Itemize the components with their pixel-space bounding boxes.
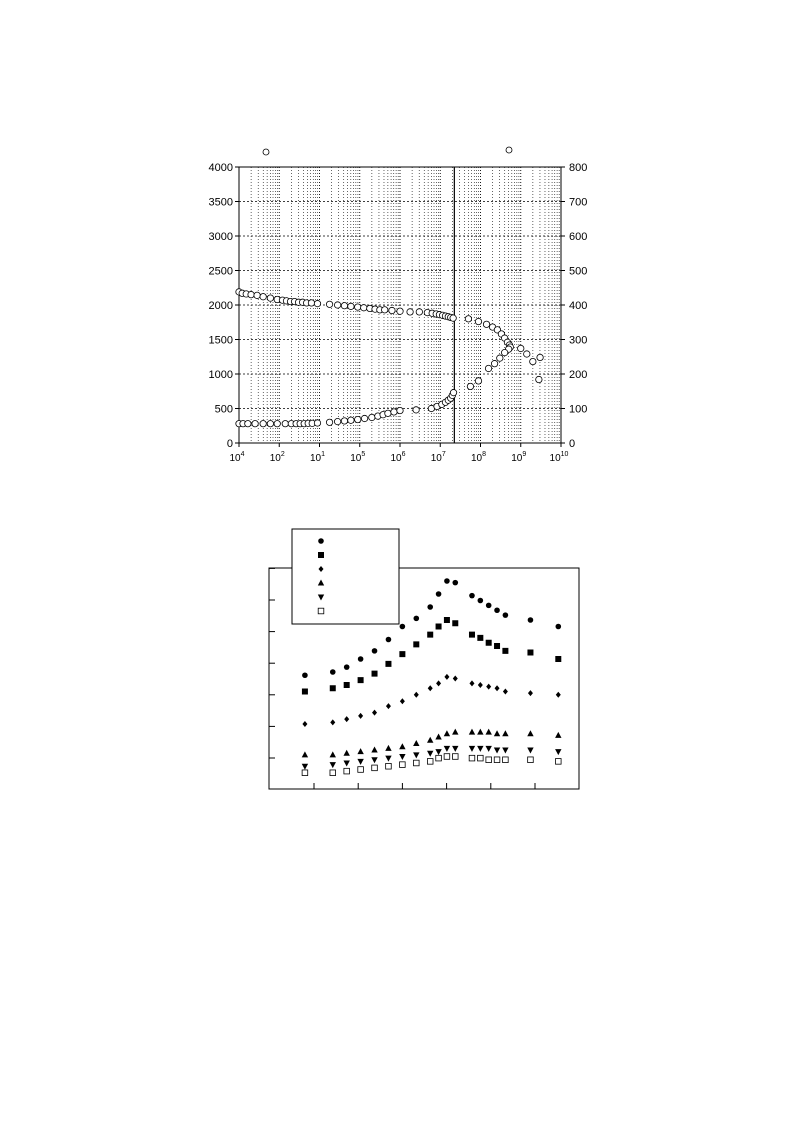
chart-2-data-point — [302, 721, 307, 727]
chart-1-x-tick-label: $10^6$ — [390, 451, 406, 464]
chart-2-data-point — [344, 716, 349, 722]
chart-2-data-point — [414, 692, 419, 698]
chart-2-data-point — [330, 685, 336, 691]
chart-1-data-point — [267, 420, 273, 426]
chart-1-left-tick-label: 3000 — [208, 231, 233, 243]
chart-2-data-point — [486, 684, 491, 690]
chart-1-data-point — [382, 307, 388, 313]
chart-1-left-tick-label: 1000 — [208, 369, 233, 381]
chart-2-data-point — [444, 746, 450, 752]
chart-2-data-point — [469, 593, 475, 599]
chart-2-data-point — [385, 661, 391, 667]
chart-2-data-point — [385, 756, 391, 762]
chart-1-data-point — [467, 383, 473, 389]
chart-2-data-point — [427, 759, 433, 765]
chart-2-data-point — [503, 689, 508, 695]
chart-2-data-point — [528, 690, 533, 696]
chart-2-data-point — [478, 755, 484, 761]
chart-2-data-point — [453, 676, 458, 682]
chart-2-data-point — [494, 757, 500, 763]
chart-1-data-point — [397, 308, 403, 314]
chart-1-right-y-ticks — [561, 162, 587, 450]
chart-1-data-point — [385, 410, 391, 416]
chart-2-data-point — [400, 698, 405, 704]
chart-2-data-point — [399, 651, 405, 657]
chart-2-data-point — [452, 580, 458, 586]
chart-1-data-point — [524, 351, 530, 357]
chart-2-data-point — [302, 672, 308, 678]
chart-2-data-point — [358, 767, 364, 773]
chart-2-data-point — [436, 755, 442, 761]
chart-1-left-tick-label: 0 — [226, 438, 233, 450]
chart-2-data-point — [444, 754, 450, 760]
chart-1-data-point — [501, 349, 507, 355]
chart-2-data-point — [556, 692, 561, 698]
chart-2-data-point — [502, 748, 508, 754]
chart-1-data-point — [416, 309, 422, 315]
chart-2-data-point — [478, 682, 483, 688]
chart-1-data-point — [537, 354, 543, 360]
chart-1-left-tick-label: 2000 — [208, 300, 233, 312]
chart-2-data-point — [452, 754, 458, 760]
chart-2-data-point — [485, 729, 491, 735]
chart-2-data-point — [372, 671, 378, 677]
chart-1-data-point — [334, 418, 340, 424]
chart-2-data-point — [427, 737, 433, 743]
chart-1-data-point — [267, 295, 273, 301]
chart-1-data-point — [252, 420, 258, 426]
chart-2-data-point — [427, 751, 433, 757]
chart-1-data-point — [274, 420, 280, 426]
chart-2-y-ticks — [269, 568, 275, 758]
chart-2-data-point — [494, 730, 500, 736]
chart-2-data-point — [555, 759, 561, 765]
chart-1-data-point — [530, 358, 536, 364]
chart-1-data-point — [497, 355, 503, 361]
chart-2-data-point — [344, 682, 350, 688]
chart-2-data-point — [302, 751, 308, 757]
chart-1-data-point — [314, 420, 320, 426]
chart-2-data-point — [386, 703, 391, 709]
chart-2-data-point — [502, 648, 508, 654]
chart-2-data-point — [400, 624, 406, 630]
chart-1-right-tick-label: 800 — [569, 162, 588, 174]
chart-2-data-point — [436, 624, 442, 630]
chart-1-left-tick-label: 4000 — [208, 162, 233, 174]
chart-2-data-point — [343, 750, 349, 756]
chart-2-data-point — [413, 740, 419, 746]
chart-1-data-point — [254, 292, 260, 298]
chart-2-data-point — [469, 746, 475, 752]
chart-1-x-tick-label: $10^1$ — [309, 451, 326, 464]
chart-1-data-point — [334, 302, 340, 308]
chart-1-data-point — [308, 300, 314, 306]
chart-2-data-point — [444, 578, 450, 584]
chart-2-data-point — [436, 680, 441, 686]
chart-2-data-point — [527, 730, 533, 736]
chart-2-data-point — [428, 685, 433, 691]
chart-1-x-ticks — [229, 443, 568, 464]
chart-2-data-point — [330, 669, 336, 675]
chart-1-right-tick-label: 700 — [569, 196, 588, 209]
chart-1-x-tick-label: $10^2$ — [269, 451, 285, 464]
chart-1-legend-marker-right — [506, 147, 512, 153]
chart-2-data-point — [477, 746, 483, 752]
chart-2-data-point — [494, 643, 500, 649]
chart-1-left-y-ticks — [209, 162, 239, 450]
chart-1-right-tick-label: 100 — [569, 403, 588, 416]
chart-2-data-point — [400, 762, 406, 768]
chart-2-data-point — [452, 746, 458, 752]
chart-1-data-point — [413, 407, 419, 413]
chart-2-data-point — [469, 729, 475, 735]
chart-1-left-tick-label: 3500 — [208, 196, 233, 209]
chart-2-data-point — [477, 729, 483, 735]
chart-1-data-point — [355, 416, 361, 422]
chart-1-points — [236, 289, 543, 427]
chart-2-data-point — [358, 656, 364, 662]
chart-1-data-point — [450, 389, 456, 395]
chart-1-left-tick-label: 500 — [214, 403, 233, 416]
chart-1-x-tick-label: $10^8$ — [470, 451, 487, 464]
chart-2-data-point — [386, 637, 392, 643]
chart-2-legend-box — [292, 529, 399, 624]
chart-2-data-point — [527, 748, 533, 754]
chart-2-data-point — [399, 743, 405, 749]
chart-2-data-point — [435, 749, 441, 755]
chart-2-data-point — [372, 648, 378, 654]
chart-1-data-point — [397, 407, 403, 413]
chart-1 — [209, 147, 588, 464]
chart-2-data-point — [372, 765, 378, 771]
chart-2-data-point — [357, 748, 363, 754]
chart-2-data-point — [385, 745, 391, 751]
chart-2-data-point — [413, 760, 419, 766]
chart-1-data-point — [485, 365, 491, 371]
chart-2-data-point — [503, 757, 509, 763]
chart-1-data-point — [475, 378, 481, 384]
chart-2-data-point — [503, 612, 509, 618]
chart-1-data-point — [326, 301, 332, 307]
chart-2-data-point — [372, 710, 377, 716]
chart-2-data-point — [427, 604, 433, 610]
chart-2-data-point — [444, 674, 449, 680]
chart-2-data-point — [469, 755, 475, 761]
chart-1-right-tick-label: 0 — [569, 438, 576, 450]
chart-2-data-point — [302, 764, 308, 770]
chart-2-data-point — [358, 713, 363, 719]
chart-2-data-point — [477, 635, 483, 641]
chart-1-data-point — [245, 420, 251, 426]
chart-1-data-point — [361, 415, 367, 421]
chart-2-data-point — [555, 624, 561, 630]
chart-2-data-point — [444, 730, 450, 736]
chart-2-data-point — [343, 761, 349, 767]
chart-2-data-point — [435, 734, 441, 740]
chart-2-data-point — [386, 763, 392, 769]
chart-1-data-point — [348, 303, 354, 309]
chart-2-data-point — [555, 656, 561, 662]
chart-2-data-point — [486, 640, 492, 646]
chart-1-data-point — [314, 300, 320, 306]
chart-1-data-point — [326, 419, 332, 425]
chart-2-data-point — [494, 607, 500, 613]
chart-1-data-point — [355, 304, 361, 310]
chart-1-x-tick-label: $10^7$ — [430, 451, 446, 464]
chart-1-data-point — [536, 376, 542, 382]
chart-2-data-point — [330, 751, 336, 757]
chart-2-data-point — [555, 749, 561, 755]
chart-1-right-tick-label: 600 — [569, 231, 588, 243]
chart-1-left-tick-label: 2500 — [208, 265, 233, 278]
chart-2-data-point — [413, 641, 419, 647]
chart-1-data-point — [248, 291, 254, 297]
chart-2-data-point — [330, 770, 336, 776]
chart-2-legend-marker — [318, 608, 324, 614]
chart-2-data-point — [330, 762, 336, 768]
chart-2-data-point — [528, 617, 534, 623]
chart-2-data-point — [330, 719, 335, 725]
chart-2-data-point — [494, 748, 500, 754]
chart-1-right-tick-label: 200 — [569, 369, 588, 381]
chart-1-x-tick-label: $10^9$ — [511, 451, 527, 464]
chart-2-data-point — [358, 677, 364, 683]
chart-1-data-point — [389, 307, 395, 313]
chart-2-data-point — [528, 757, 534, 763]
chart-1-x-tick-label: $10^{10}$ — [549, 451, 569, 464]
chart-1-data-point — [282, 420, 288, 426]
chart-2-data-point — [302, 770, 308, 776]
chart-2-data-point — [452, 729, 458, 735]
chart-1-data-point — [260, 420, 266, 426]
chart-2-data-point — [344, 664, 350, 670]
chart-1-grid — [239, 167, 561, 443]
chart-2-data-point — [302, 689, 308, 695]
chart-2 — [269, 529, 579, 789]
chart-2-data-point — [502, 730, 508, 736]
chart-1-data-point — [341, 302, 347, 308]
chart-1-data-point — [341, 418, 347, 424]
chart-2-data-point — [486, 757, 492, 763]
chart-2-data-point — [485, 746, 491, 752]
chart-1-data-point — [369, 414, 375, 420]
chart-1-data-point — [465, 316, 471, 322]
chart-1-right-tick-label: 500 — [569, 265, 588, 278]
chart-2-data-point — [444, 617, 450, 623]
chart-1-right-tick-label: 300 — [569, 334, 588, 347]
chart-2-data-point — [413, 616, 419, 622]
chart-2-data-point — [452, 620, 458, 626]
chart-2-data-point — [371, 747, 377, 753]
chart-1-data-point — [518, 345, 524, 351]
chart-2-data-point — [357, 759, 363, 765]
chart-2-data-point — [344, 768, 350, 774]
chart-2-data-point — [478, 598, 484, 604]
chart-2-data-point — [469, 680, 474, 686]
chart-2-legend-marker — [318, 538, 324, 544]
chart-1-x-tick-label: $10^4$ — [229, 451, 245, 464]
chart-1-data-point — [407, 309, 413, 315]
chart-1-legend-marker-left — [263, 149, 269, 155]
chart-1-data-point — [348, 417, 354, 423]
chart-2-data-point — [495, 685, 500, 691]
chart-2-legend-marker — [318, 552, 324, 558]
chart-1-data-point — [260, 294, 266, 300]
chart-2-data-point — [486, 603, 492, 609]
chart-2-data-point — [399, 754, 405, 760]
chart-2-data-point — [436, 591, 442, 597]
chart-1-data-point — [391, 409, 397, 415]
chart-1-data-point — [483, 321, 489, 327]
chart-2-data-point — [527, 650, 533, 656]
chart-2-data-point — [371, 757, 377, 763]
chart-2-data-point — [413, 752, 419, 758]
chart-1-right-tick-label: 400 — [569, 300, 588, 312]
chart-1-data-point — [475, 318, 481, 324]
chart-2-data-point — [469, 632, 475, 638]
chart-1-data-point — [450, 315, 456, 321]
chart-2-data-point — [555, 732, 561, 738]
chart-1-data-point — [361, 305, 367, 311]
chart-1-data-point — [491, 360, 497, 366]
chart-2-x-ticks — [314, 783, 535, 789]
chart-1-x-tick-label: $10^5$ — [350, 451, 366, 464]
chart-1-left-tick-label: 1500 — [208, 334, 233, 347]
chart-2-data-point — [427, 632, 433, 638]
